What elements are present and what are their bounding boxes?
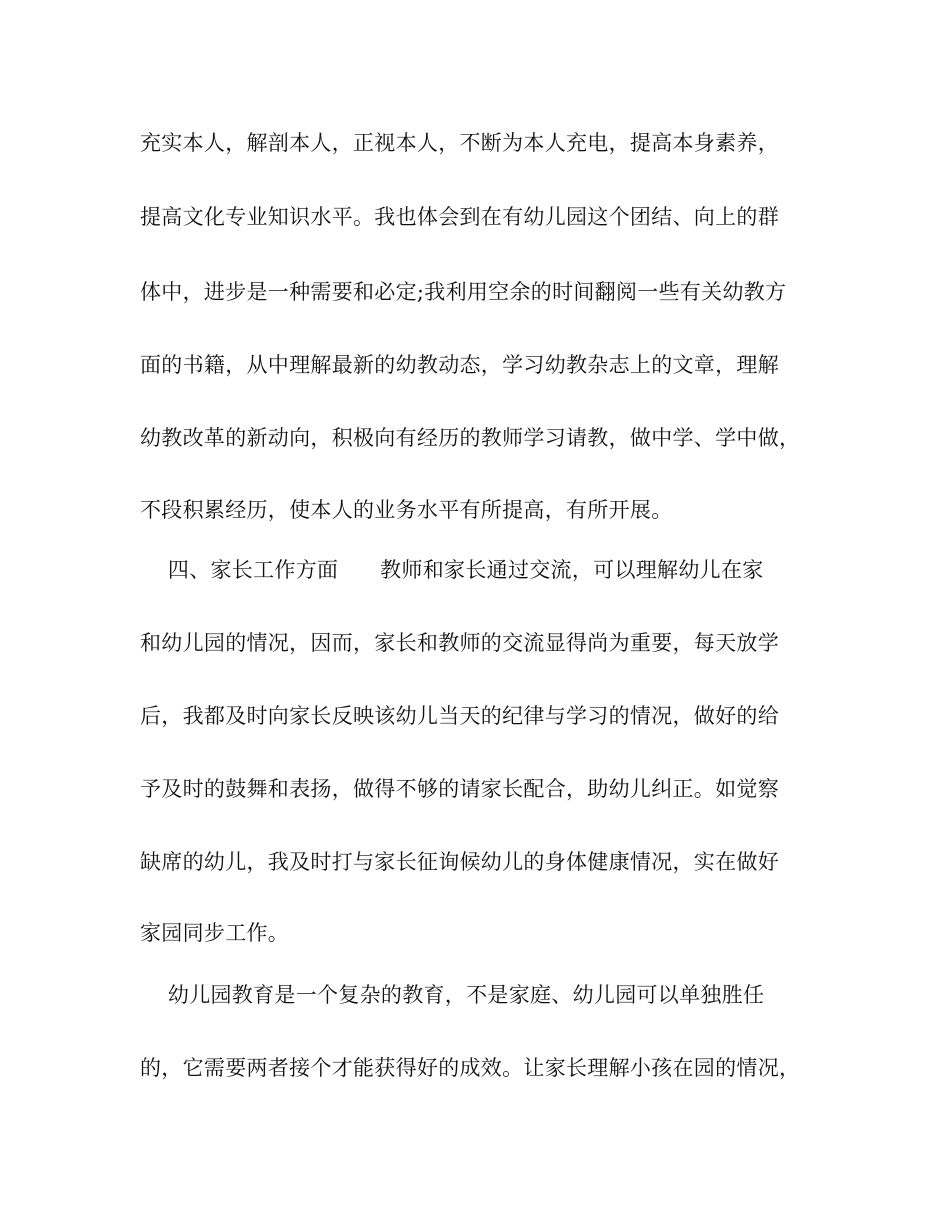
text-line: 的，它需要两者接个才能获得好的成效。让家长理解小孩在园的情况， bbox=[140, 1056, 801, 1080]
text-line: 予及时的鼓舞和表扬，做得不够的请家长配合，助幼儿纠正。如觉察 bbox=[140, 777, 779, 801]
text-line: 不段积累经历，使本人的业务水平有所提高，有所开展。 bbox=[140, 498, 673, 522]
section-heading-line: 四、家长工作方面 教师和家长通过交流，可以理解幼儿在家 bbox=[140, 558, 764, 582]
text-line: 家园同步工作。 bbox=[140, 921, 290, 945]
paragraph-start-line: 幼儿园教育是一个复杂的教育，不是家庭、幼儿园可以单独胜任 bbox=[140, 983, 765, 1007]
text-line: 后，我都及时向家长反映该幼儿当天的纪律与学习的情况，做好的给 bbox=[140, 704, 779, 728]
text-line: 幼教改革的新动向，积极向有经历的教师学习请教，做中学、学中做， bbox=[140, 426, 801, 450]
text-line: 面的书籍，从中理解最新的幼教动态，学习幼教杂志上的文章，理解 bbox=[140, 353, 779, 377]
text-line: 提高文化专业知识水平。我也体会到在有幼儿园这个团结、向上的群 bbox=[140, 205, 779, 229]
text-line: 和幼儿园的情况，因而，家长和教师的交流显得尚为重要，每天放学 bbox=[140, 631, 779, 655]
text-line: 缺席的幼儿，我及时打与家长征询候幼儿的身体健康情况，实在做好 bbox=[140, 850, 779, 874]
text-line: 体中，进步是一种需要和必定;我利用空余的时间翻阅一些有关幼教方 bbox=[140, 280, 787, 304]
text-line: 充实本人，解剖本人，正视本人，不断为本人充电，提高本身素养， bbox=[140, 131, 779, 155]
